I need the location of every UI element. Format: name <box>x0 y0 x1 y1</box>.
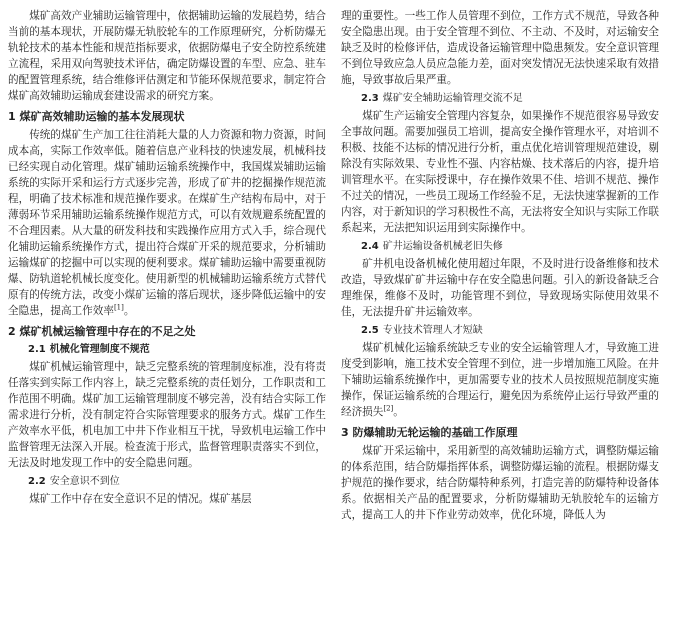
section-3-paragraph: 煤矿开采运输中，采用新型的高效辅助运输方式，调整防爆运输的体系范围，结合防爆指挥体系，调整防爆运输的流程。根据防爆支护规范的操作要求，结合防爆特种系列，打造完善的防爆特种设备体系。依据相关产品的配置要求，分析防爆辅助无轨胶轮车的运输方式，提高工人的井下作业劳动效率，优化环境，降低人为 <box>341 445 659 521</box>
section-2-2-continuation: 理的重要性。一些工作人员管理不到位，工作方式不规范，导致各种安全隐患出现。由于安全管理不到位、不主动、不及时，对运输安全缺乏及时的检修评估，造成设备运输管理中隐患频发。安全意识管理不到位导致应急人员应急能力差，面对突发情况无法快速采取有效措施，导致事故后果严重。 <box>341 10 659 86</box>
section-2-4-paragraph: 矿井机电设备机械化使用超过年限，不及时进行设备维修和技术改造，导致煤矿矿井运输中存在安全隐患问题。引入的新设备缺乏合理维保，维修不及时，功能管理不到位，导致现场实际使用效果不佳，无法提升矿井运输效率。 <box>341 258 659 318</box>
section-1-paragraph <box>8 127 326 319</box>
section-2-2-number: 2.2 <box>28 476 46 487</box>
section-2-5-heading <box>361 324 659 338</box>
section-2-5-paragraph <box>341 340 659 420</box>
right-column <box>341 8 659 523</box>
section-2-1-heading <box>28 343 326 357</box>
section-2-1-title: 机械化管理制度不规范 <box>49 344 150 355</box>
section-2-5-title: 专业技术管理人才短缺 <box>382 325 483 336</box>
section-2-4-title: 矿井运输设备机械老旧失修 <box>382 241 503 252</box>
section-2-5-text: 煤矿机械化运输系统缺乏专业的安全运输管理人才，导致施工进度受到影响，施工技术安全管理不到位，进一步增加施工风险。在井下辅助运输系统操作中，更加需要专业的技术人员按照规范制度实施操作，保证运输系统的合理运行，避免因为系统停止运行导致严重的经济损失 <box>341 342 659 418</box>
section-2-3-title: 煤矿安全辅助运输管理交流不足 <box>382 93 523 104</box>
section-2-1-paragraph: 煤矿机械运输管理中，缺乏完整系统的管理制度标准，没有将责任落实到实际工作内容上，缺乏完整系统的责任划分，工作职责和工作范围不明确。煤矿加工运输管理制度不够完善，没有结合实际工作需求进行分析，没有制定符合实际管理要求的服务方式。煤矿工作生产效率水平低，机电加工中井下作业相互干扰，导致机电运输工作中监督管理无法深入开展。检查流于形式，监督管理职责落实不到位，无法及时地发现工作中的安全隐患问题。 <box>8 361 326 469</box>
section-1-heading: 1 煤矿高效辅助运输的基本发展现状 <box>8 110 185 123</box>
section-3-heading: 3 防爆辅助无轮运输的基础工作原理 <box>341 426 518 439</box>
section-2-1-number: 2.1 <box>28 344 46 355</box>
section-2-2-heading <box>28 475 326 489</box>
section-1-end: 。 <box>123 305 135 317</box>
section-2-2-paragraph: 煤矿工作中存在安全意识不足的情况。煤矿基层 <box>29 493 252 505</box>
section-2-heading: 2 煤矿机械运输管理中存在的不足之处 <box>8 325 196 338</box>
section-2-3-number: 2.3 <box>361 93 379 104</box>
section-2-4-heading <box>361 240 659 254</box>
citation-2: [2] <box>383 404 394 413</box>
section-2-3-heading <box>361 92 659 106</box>
section-2-5-number: 2.5 <box>361 325 379 336</box>
section-2-5-end: 。 <box>393 406 404 418</box>
section-2-4-number: 2.4 <box>361 241 379 252</box>
section-2-3-paragraph: 煤矿生产运输安全管理内容复杂，如果操作不规范很容易导致安全事故问题。需要加强员工培训，提高安全操作管理水平，对培训不积极、技能不达标的情况进行分析，重点优化培训管理规范建设，剔除没有实际效果、专业性不强、内容枯燥、技术落后的内容，提升培训管理水平。在实际授课中，存在操作效果不佳、培训不规范、操作不过关的情况，一些员工现场工作经验不足，无法快速掌握新的工作内容，对于新知识的学习积极性不高，无法将安全知识与实际工作联系起来，无法把知识运用到实际操作中。 <box>341 110 659 234</box>
left-column <box>8 8 326 507</box>
citation-1: [1] <box>113 303 124 312</box>
section-2-2-title: 安全意识不到位 <box>49 476 120 487</box>
intro-paragraph: 煤矿高效产业辅助运输管理中，依据辅助运输的发展趋势，结合当前的基本现状，开展防爆无轨胶轮车的工作原理研究，分析防爆无轨轮技术的基本性能和规范指标要求，依据防爆电子安全防控系统建立流程，采用双向驾驶技术评估，确定防爆设置的车型、应急、驻车的配置管理系统，结合维修评估测定和节能环保规范要求，制定符合煤矿高效辅助运输成套建设需求的研究方案。 <box>8 10 326 102</box>
section-1-text: 传统的煤矿生产加工往往消耗大量的人力资源和物力资源，时间成本高，实际工作效率低。随着信息产业科技的快速发展，机械科技已经实现自动化管理。煤矿辅助运输系统操作中，我国煤炭辅助运输系统的实际开采和运行方式逐步完善，形成了矿井的挖掘操作规范流程，明确了技术标准和规范操作要求。在煤矿生产结构布局中，对于薄弱环节采用辅助运输系统操作规范方式，可以有效规避系统配置的不合理因素。从大量的研发科技和实践操作应用方式入手，综合现代化辅助运输系统操作方式，提出符合煤矿开采的规范要求，分析辅助运输煤矿的挖掘中可以实现的便利要求。煤矿辅助运输中需要重视防爆、防轨道轮机械长度变化。使用新型的机械辅助运输系统方式替代原有的传统方法，改变小煤矿运输的落后现状，逐步降低运输中的安全隐患，提高工作效率 <box>8 129 326 317</box>
